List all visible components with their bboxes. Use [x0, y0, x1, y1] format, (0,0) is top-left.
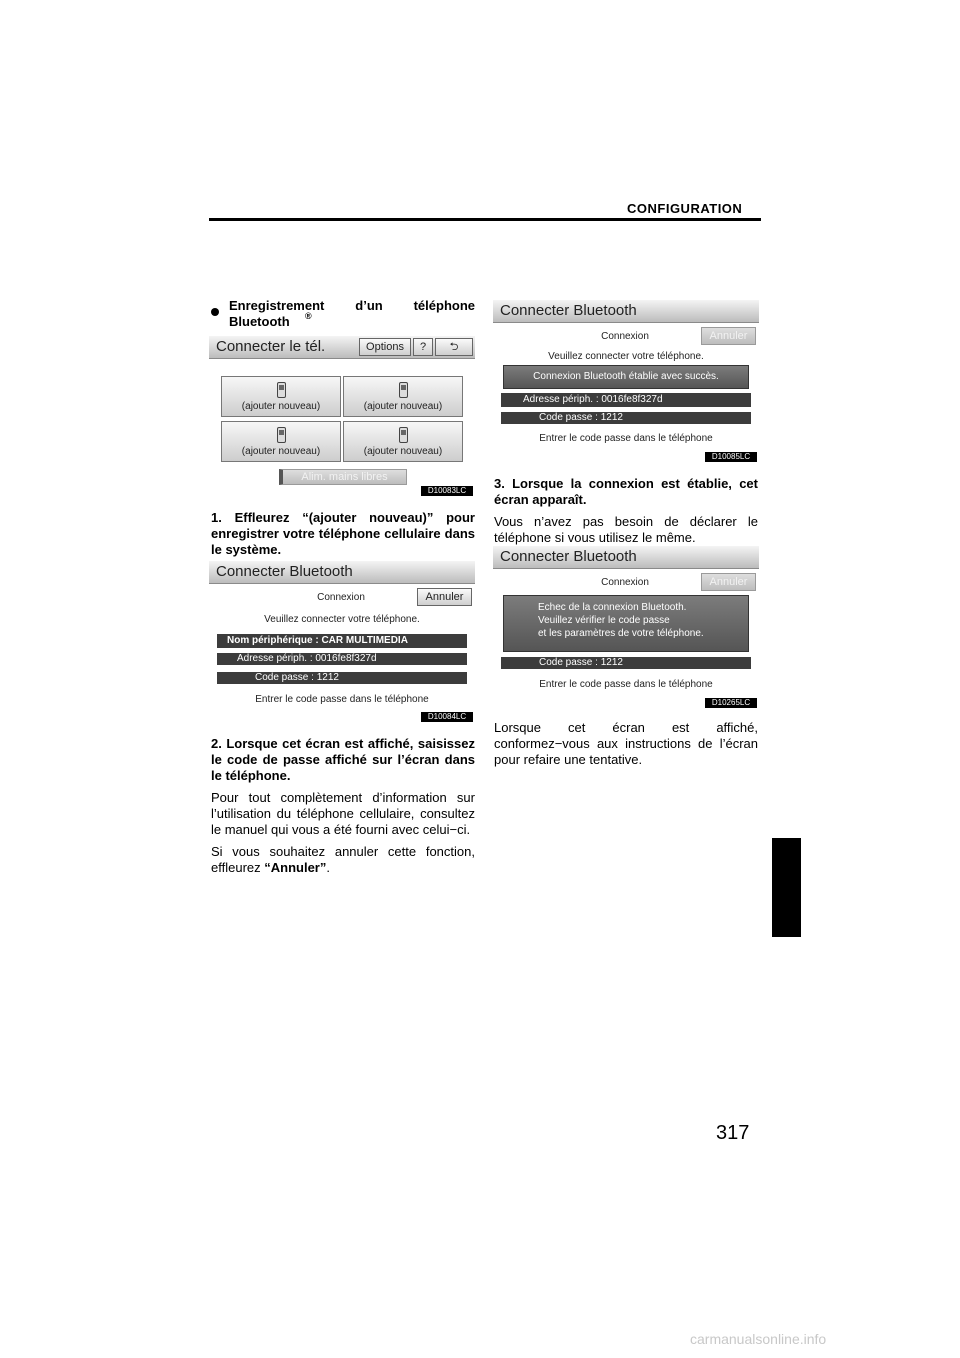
info-paragraph: Pour tout complètement d’information sur l’utilisation du téléphone cellulaire, consultez le manuel qui vous a été fourni avec celui−ci. — [211, 790, 475, 837]
passcode-bar: Code passe : 1212 — [217, 672, 467, 684]
cancel-paragraph — [211, 844, 475, 876]
screen-connect-bluetooth-success — [493, 300, 759, 464]
screen-title-bar — [493, 546, 759, 569]
registered-mark: ® — [305, 311, 312, 321]
step-1-text: 1. Effleurez “(ajouter nouveau)” pour enregistrer votre téléphone cellulaire dans le système. — [211, 510, 475, 557]
phone-icon — [277, 427, 286, 443]
success-message: Connexion Bluetooth établie avec succès. — [503, 365, 749, 389]
add-new-button-3[interactable] — [221, 421, 341, 462]
figure-code: D10084LC — [421, 712, 473, 722]
cancel-button[interactable]: Annuler — [417, 588, 472, 606]
chapter-tab — [772, 838, 801, 937]
subheading — [211, 298, 475, 330]
step-2-text: 2. Lorsque cet écran est affiché, saisissez le code de passe affiché sur l’écran dans le téléphone. — [211, 736, 475, 783]
error-line-1: Echec de la connexion Bluetooth. — [538, 602, 687, 613]
status-label: Connexion — [601, 577, 649, 588]
screen-title: Connecter le tél. — [216, 338, 326, 355]
cancel-button[interactable]: Annuler — [701, 573, 756, 591]
same-phone-paragraph: Vous n’avez pas besoin de déclarer le téléphone si vous utilisez le même. — [494, 514, 758, 545]
retry-paragraph — [494, 720, 758, 768]
add-new-button-4[interactable] — [343, 421, 463, 462]
header-rule — [209, 218, 761, 221]
back-button[interactable] — [435, 338, 473, 356]
watermark: carmanualsonline.info — [690, 1331, 827, 1347]
screen-title: Connecter Bluetooth — [500, 302, 637, 319]
cell-label: (ajouter nouveau) — [363, 401, 443, 412]
instruction-text: Entrer le code passe dans le téléphone — [255, 694, 429, 705]
page-number: 317 — [716, 1122, 750, 1144]
screen-title-bar — [209, 561, 475, 584]
cancel-paragraph-text: Si vous souhaitez annuler cette fonction, effleurez — [211, 844, 475, 875]
prompt-text: Veuillez connecter votre téléphone. — [264, 614, 420, 625]
step-3 — [494, 476, 758, 546]
figure-code: D10083LC — [421, 486, 473, 496]
passcode-bar: Code passe : 1212 — [501, 657, 751, 669]
help-button[interactable]: ? — [413, 338, 433, 356]
address-bar: Adresse périph. : 0016fe8f327d — [217, 653, 467, 665]
phone-icon — [399, 382, 408, 398]
step-1 — [211, 510, 475, 558]
bullet-icon — [211, 308, 219, 316]
cancel-keyword: “Annuler” — [264, 860, 327, 875]
error-line-2: Veuillez vérifier le code passe — [538, 615, 670, 626]
retry-paragraph-text: Lorsque cet écran est affiché, conformez−vous aux instructions de l’écran pour refaire une tentative. — [494, 720, 758, 767]
phone-icon — [277, 382, 286, 398]
add-new-button-1[interactable] — [221, 376, 341, 417]
error-message — [503, 595, 749, 652]
screen-title: Connecter Bluetooth — [500, 548, 637, 565]
figure-code: D10265LC — [705, 698, 757, 708]
screen-connect-phone — [209, 336, 475, 498]
prompt-text: Veuillez connecter votre téléphone. — [548, 351, 704, 362]
step-2 — [211, 736, 475, 876]
step-3-text: 3. Lorsque la connexion est établie, cet écran apparaît. — [494, 476, 758, 507]
section-title: CONFIGURATION — [627, 201, 743, 216]
status-label: Connexion — [601, 331, 649, 342]
error-line-3: et les paramètres de votre téléphone. — [538, 628, 704, 639]
cell-label: (ajouter nouveau) — [241, 446, 321, 457]
cell-label: (ajouter nouveau) — [363, 446, 443, 457]
address-bar: Adresse périph. : 0016fe8f327d — [501, 393, 751, 407]
options-button[interactable]: Options — [359, 338, 411, 356]
device-name-bar: Nom périphérique : CAR MULTIMEDIA — [217, 634, 467, 648]
back-arrow-icon: ⮌ — [449, 341, 459, 353]
figure-code: D10085LC — [705, 452, 757, 462]
handsfree-button[interactable]: Alim. mains libres — [279, 469, 407, 485]
passcode-bar: Code passe : 1212 — [501, 412, 751, 424]
phone-icon — [399, 427, 408, 443]
screen-connect-bluetooth-1 — [209, 561, 475, 724]
status-label: Connexion — [317, 592, 365, 603]
cancel-paragraph-end: . — [326, 860, 330, 875]
cell-label: (ajouter nouveau) — [241, 401, 321, 412]
instruction-text: Entrer le code passe dans le téléphone — [539, 679, 713, 690]
cancel-button[interactable]: Annuler — [701, 327, 756, 345]
add-new-button-2[interactable] — [343, 376, 463, 417]
subheading-text: Enregistrement d’un téléphone Bluetooth — [229, 298, 475, 329]
screen-connect-bluetooth-failure — [493, 546, 759, 710]
instruction-text: Entrer le code passe dans le téléphone — [539, 433, 713, 444]
screen-title-bar — [493, 300, 759, 323]
screen-title: Connecter Bluetooth — [216, 563, 353, 580]
